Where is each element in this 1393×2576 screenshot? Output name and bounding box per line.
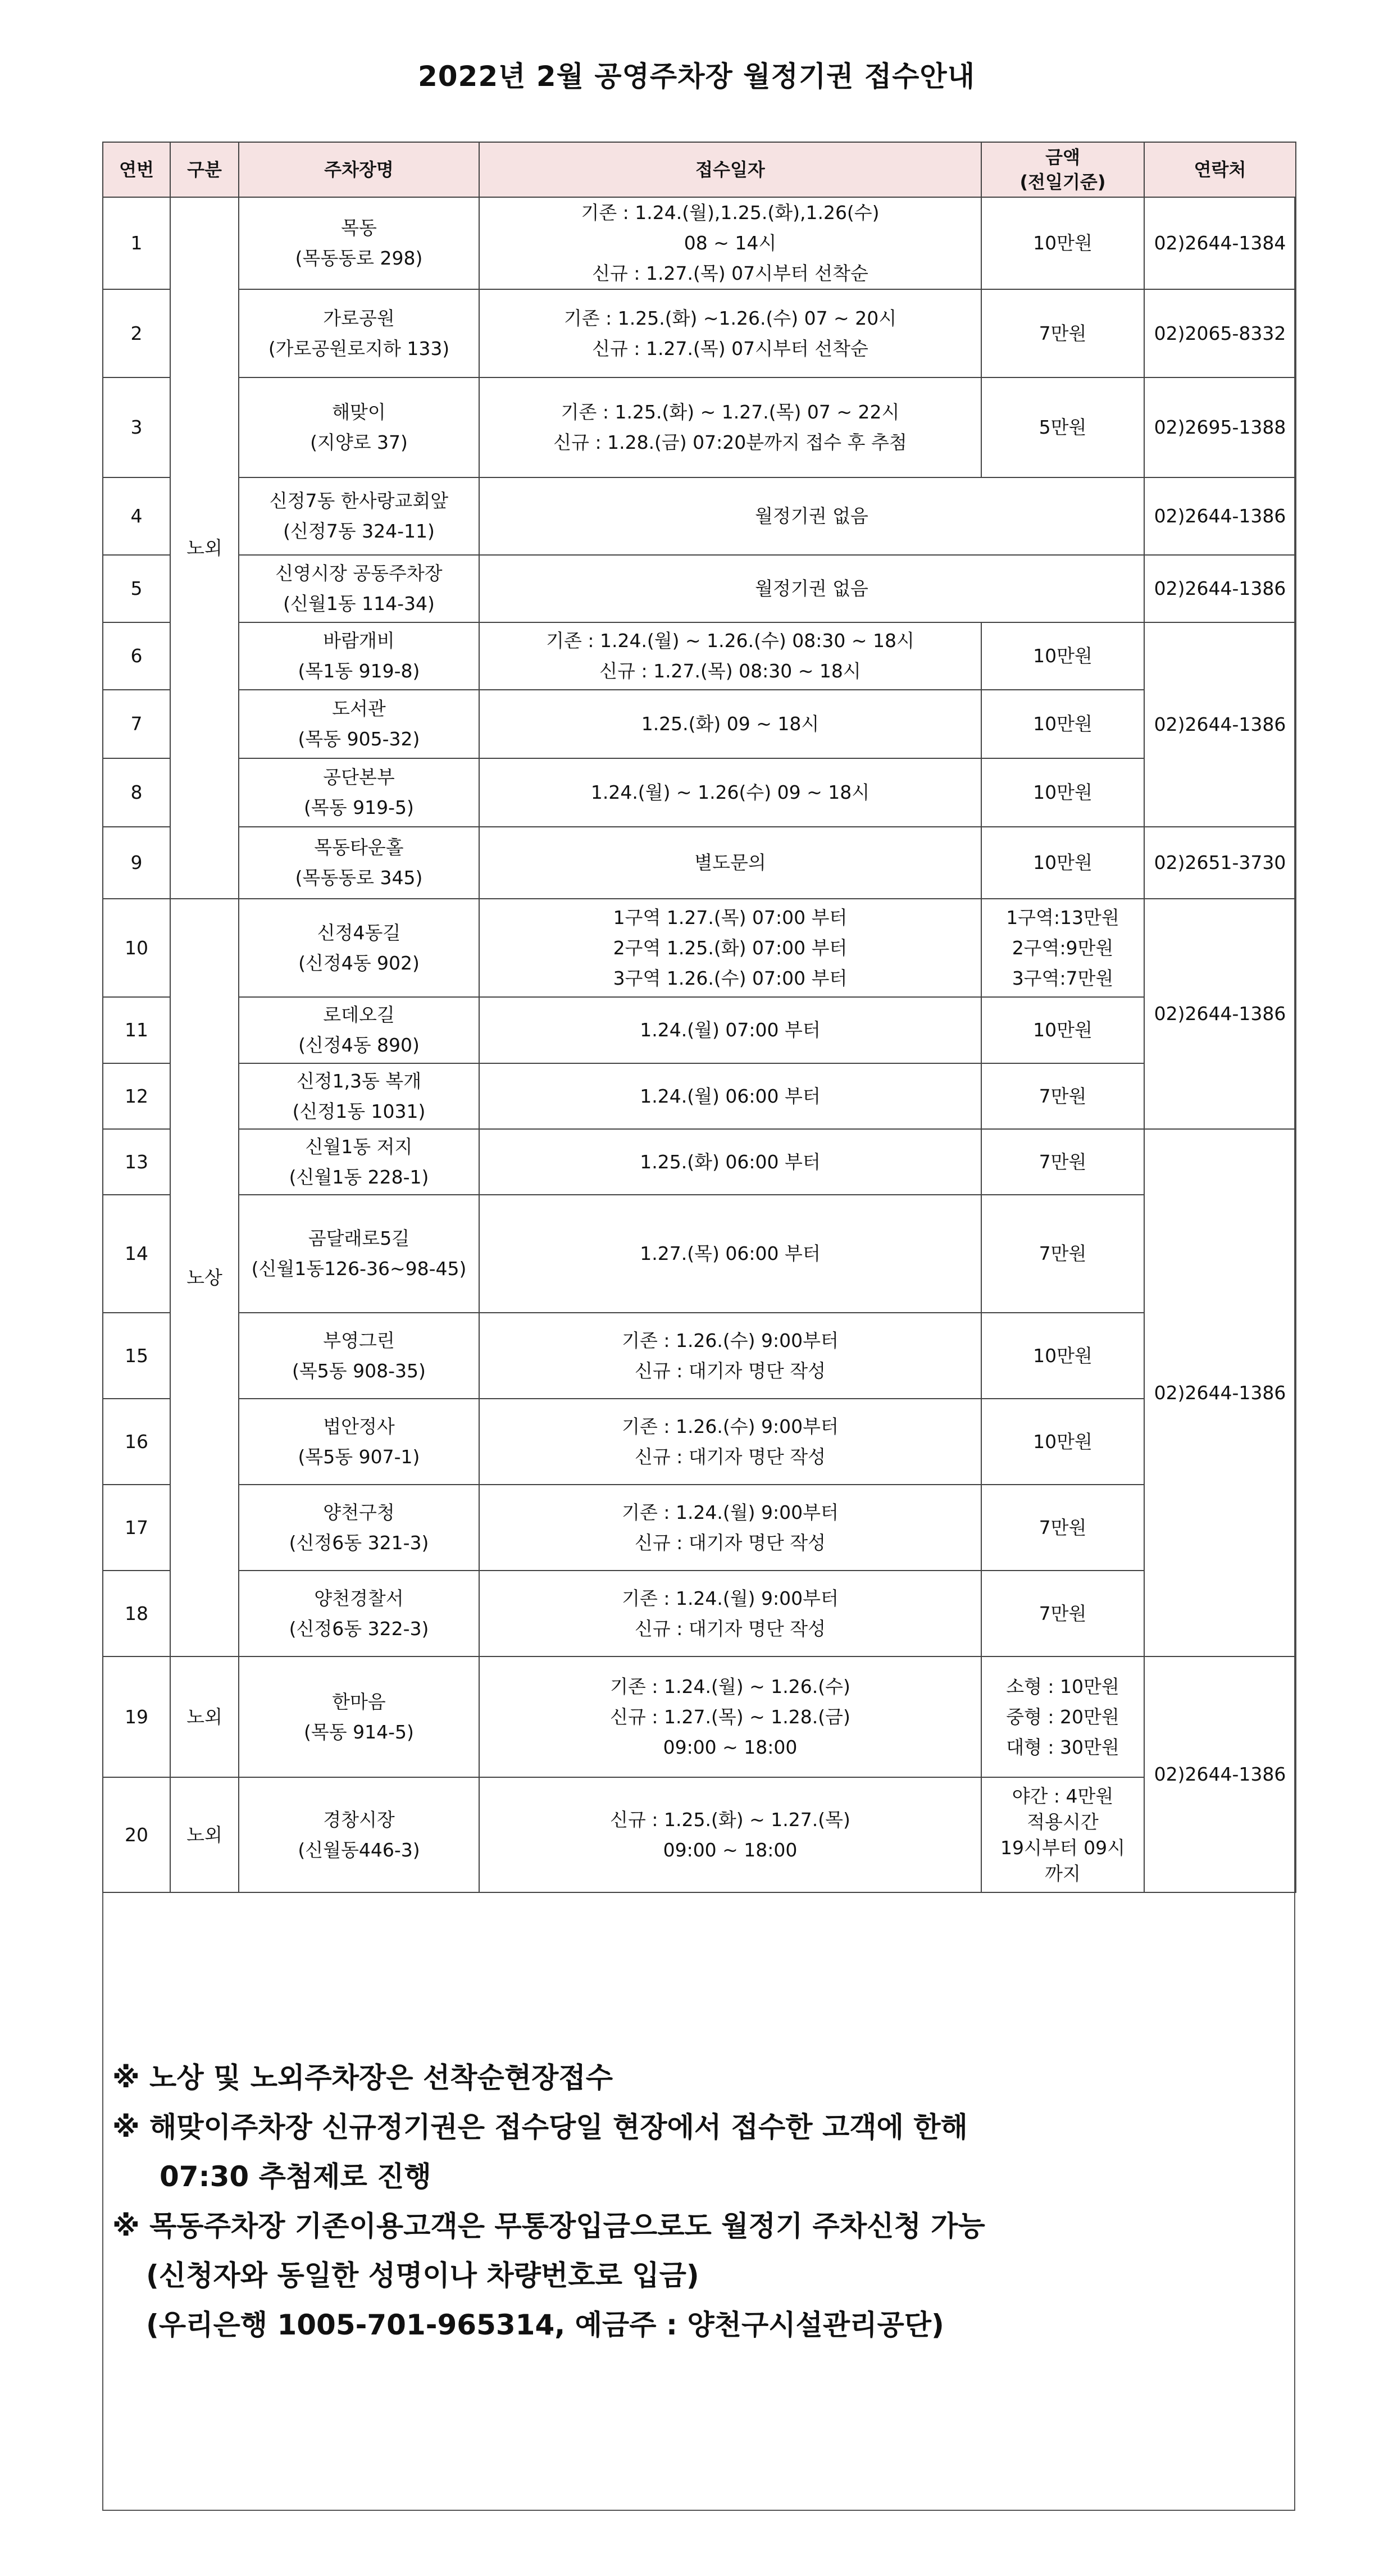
cell-price: 7만원 xyxy=(981,1129,1144,1195)
cell-price: 7만원 xyxy=(981,1195,1144,1313)
header-no: 연번 xyxy=(103,142,170,197)
header-price xyxy=(981,142,1144,197)
cell-contact: 02)2644-1386 xyxy=(1144,899,1296,1129)
cell-name: 가로공원 (가로공원로지하 133) xyxy=(239,289,479,377)
cell-date: 1.25.(화) 06:00 부터 xyxy=(479,1129,981,1195)
cell-contact: 02)2644-1386 xyxy=(1144,555,1296,622)
cell-no: 3 xyxy=(103,377,170,477)
cell-no: 6 xyxy=(103,622,170,690)
note-1: ※ 노상 및 노외주차장은 선착순현장접수 xyxy=(112,2061,613,2094)
cell-price: 10만원 xyxy=(981,197,1144,289)
cell-name: 해맞이 (지양로 37) xyxy=(239,377,479,477)
cell-date: 월정기권 없음 xyxy=(479,555,1144,622)
cell-price: 10만원 xyxy=(981,827,1144,899)
cell-date: 별도문의 xyxy=(479,827,981,899)
cell-no: 14 xyxy=(103,1195,170,1313)
cell-date: 1.24.(월) 07:00 부터 xyxy=(479,997,981,1063)
table-row xyxy=(103,758,1296,827)
cell-no: 13 xyxy=(103,1129,170,1195)
cell-date: 기존 : 1.24.(월) ~ 1.26.(수) 신규 : 1.27.(목) ~ 1.28.(금) 09:00 ~ 18:00 xyxy=(479,1656,981,1777)
cell-no: 19 xyxy=(103,1656,170,1777)
header-date: 접수일자 xyxy=(479,142,981,197)
table-row xyxy=(103,899,1296,997)
cell-date: 기존 : 1.26.(수) 9:00부터 신규 : 대기자 명단 작성 xyxy=(479,1399,981,1485)
table-row xyxy=(103,690,1296,758)
cell-date: 기존 : 1.24.(월) 9:00부터 신규 : 대기자 명단 작성 xyxy=(479,1571,981,1656)
cell-date: 월정기권 없음 xyxy=(479,477,1144,555)
cell-price: 7만원 xyxy=(981,289,1144,377)
cell-name: 부영그린 (목5동 908-35) xyxy=(239,1313,479,1399)
cell-name: 도서관 (목동 905-32) xyxy=(239,690,479,758)
header-type: 구분 xyxy=(170,142,239,197)
page-title: 2022년 2월 공영주차장 월정기권 접수안내 xyxy=(417,60,976,93)
table-row xyxy=(103,1777,1296,1892)
table-row xyxy=(103,1571,1296,1656)
note-2-cont: 07:30 추첨제로 진행 xyxy=(160,2160,431,2193)
cell-name: 신영시장 공동주차장 (신월1동 114-34) xyxy=(239,555,479,622)
cell-no: 17 xyxy=(103,1485,170,1571)
table-row xyxy=(103,827,1296,899)
cell-name: 목동 (목동동로 298) xyxy=(239,197,479,289)
cell-no: 11 xyxy=(103,997,170,1063)
table-header-row xyxy=(103,142,1296,197)
table-row xyxy=(103,997,1296,1063)
cell-no: 2 xyxy=(103,289,170,377)
note-2: ※ 해맞이주차장 신규정기권은 접수당일 현장에서 접수한 고객에 한해 xyxy=(112,2111,968,2143)
cell-price: 10만원 xyxy=(981,690,1144,758)
table-row xyxy=(103,1656,1296,1777)
table-row xyxy=(103,289,1296,377)
cell-no: 12 xyxy=(103,1063,170,1129)
cell-contact: 02)2644-1386 xyxy=(1144,1656,1296,1892)
cell-date: 1.24.(월) 06:00 부터 xyxy=(479,1063,981,1129)
table-row xyxy=(103,1485,1296,1571)
cell-price: 10만원 xyxy=(981,1313,1144,1399)
header-name: 주차장명 xyxy=(239,142,479,197)
cell-name: 양천경찰서 (신정6동 322-3) xyxy=(239,1571,479,1656)
cell-no: 8 xyxy=(103,758,170,827)
cell-price: 10만원 xyxy=(981,997,1144,1063)
cell-contact: 02)2644-1386 xyxy=(1144,1129,1296,1656)
cell-name: 목동타운홀 (목동동로 345) xyxy=(239,827,479,899)
table-row xyxy=(103,1063,1296,1129)
cell-no: 7 xyxy=(103,690,170,758)
group-offstreet: 노외 xyxy=(170,197,239,899)
note-3-cont-2: (우리은행 1005-701-965314, 예금주 : 양천구시설관리공단) xyxy=(146,2309,944,2341)
header-contact: 연락처 xyxy=(1144,142,1296,197)
cell-name: 신정1,3동 복개 (신정1동 1031) xyxy=(239,1063,479,1129)
cell-name: 경창시장 (신월동446-3) xyxy=(239,1777,479,1892)
table-row xyxy=(103,622,1296,690)
parking-schedule-table xyxy=(102,142,1296,1893)
cell-no: 4 xyxy=(103,477,170,555)
table-row xyxy=(103,477,1296,555)
note-3-cont-1: (신청자와 동일한 성명이나 차량번호로 입금) xyxy=(146,2259,699,2292)
cell-name: 신정4동길 (신정4동 902) xyxy=(239,899,479,997)
note-3: ※ 목동주차장 기존이용고객은 무통장입금으로도 월정기 주차신청 가능 xyxy=(112,2210,985,2242)
cell-contact: 02)2644-1384 xyxy=(1144,197,1296,289)
cell-name: 양천구청 (신정6동 321-3) xyxy=(239,1485,479,1571)
cell-price: 7만원 xyxy=(981,1485,1144,1571)
cell-no: 1 xyxy=(103,197,170,289)
cell-no: 10 xyxy=(103,899,170,997)
cell-name: 신정7동 한사랑교회앞 (신정7동 324-11) xyxy=(239,477,479,555)
cell-contact: 02)2065-8332 xyxy=(1144,289,1296,377)
cell-no: 20 xyxy=(103,1777,170,1892)
cell-price: 10만원 xyxy=(981,1399,1144,1485)
cell-name: 법안정사 (목5동 907-1) xyxy=(239,1399,479,1485)
cell-no: 15 xyxy=(103,1313,170,1399)
cell-date: 1.24.(월) ~ 1.26(수) 09 ~ 18시 xyxy=(479,758,981,827)
header-price-line1: 금액 xyxy=(1045,147,1080,168)
cell-name: 바람개비 (목1동 919-8) xyxy=(239,622,479,690)
cell-date: 1구역 1.27.(목) 07:00 부터 2구역 1.25.(화) 07:00 부터 3구역 1.26.(수) 07:00 부터 xyxy=(479,899,981,997)
cell-date: 기존 : 1.24.(월) ~ 1.26.(수) 08:30 ~ 18시 신규 : 1.27.(목) 08:30 ~ 18시 xyxy=(479,622,981,690)
table-row xyxy=(103,1129,1296,1195)
table-row xyxy=(103,197,1296,289)
cell-contact: 02)2651-3730 xyxy=(1144,827,1296,899)
cell-name: 로데오길 (신정4동 890) xyxy=(239,997,479,1063)
cell-date: 기존 : 1.26.(수) 9:00부터 신규 : 대기자 명단 작성 xyxy=(479,1313,981,1399)
cell-price: 10만원 xyxy=(981,758,1144,827)
cell-contact: 02)2695-1388 xyxy=(1144,377,1296,477)
cell-date: 기존 : 1.25.(화) ~ 1.27.(목) 07 ~ 22시 신규 : 1.28.(금) 07:20분까지 접수 후 추첨 xyxy=(479,377,981,477)
cell-price: 1구역:13만원 2구역:9만원 3구역:7만원 xyxy=(981,899,1144,997)
cell-date: 기존 : 1.24.(월),1.25.(화),1.26(수) 08 ~ 14시 신규 : 1.27.(목) 07시부터 선착순 xyxy=(479,197,981,289)
table-row xyxy=(103,555,1296,622)
cell-price: 10만원 xyxy=(981,622,1144,690)
cell-type: 노외 xyxy=(170,1777,239,1892)
cell-date: 1.27.(목) 06:00 부터 xyxy=(479,1195,981,1313)
cell-name: 공단본부 (목동 919-5) xyxy=(239,758,479,827)
header-price-line2: (전일기준) xyxy=(1019,171,1106,193)
cell-date: 기존 : 1.24.(월) 9:00부터 신규 : 대기자 명단 작성 xyxy=(479,1485,981,1571)
cell-contact: 02)2644-1386 xyxy=(1144,622,1296,827)
cell-price: 야간 : 4만원 적용시간 19시부터 09시 까지 xyxy=(981,1777,1144,1892)
cell-date: 기존 : 1.25.(화) ~1.26.(수) 07 ~ 20시 신규 : 1.27.(목) 07시부터 선착순 xyxy=(479,289,981,377)
notes-section xyxy=(112,2053,1281,2350)
cell-no: 16 xyxy=(103,1399,170,1485)
cell-name: 한마음 (목동 914-5) xyxy=(239,1656,479,1777)
table-row xyxy=(103,1399,1296,1485)
cell-contact: 02)2644-1386 xyxy=(1144,477,1296,555)
cell-price: 소형 : 10만원 중형 : 20만원 대형 : 30만원 xyxy=(981,1656,1144,1777)
cell-name: 신월1동 저지 (신월1동 228-1) xyxy=(239,1129,479,1195)
table-row xyxy=(103,1195,1296,1313)
cell-date: 신규 : 1.25.(화) ~ 1.27.(목) 09:00 ~ 18:00 xyxy=(479,1777,981,1892)
cell-price: 7만원 xyxy=(981,1571,1144,1656)
cell-no: 18 xyxy=(103,1571,170,1656)
cell-no: 9 xyxy=(103,827,170,899)
cell-date: 1.25.(화) 09 ~ 18시 xyxy=(479,690,981,758)
table-row xyxy=(103,1313,1296,1399)
cell-price: 5만원 xyxy=(981,377,1144,477)
cell-no: 5 xyxy=(103,555,170,622)
cell-name: 곰달래로5길 (신월1동126-36~98-45) xyxy=(239,1195,479,1313)
table-row xyxy=(103,377,1296,477)
cell-type: 노외 xyxy=(170,1656,239,1777)
group-onstreet: 노상 xyxy=(170,899,239,1656)
cell-price: 7만원 xyxy=(981,1063,1144,1129)
